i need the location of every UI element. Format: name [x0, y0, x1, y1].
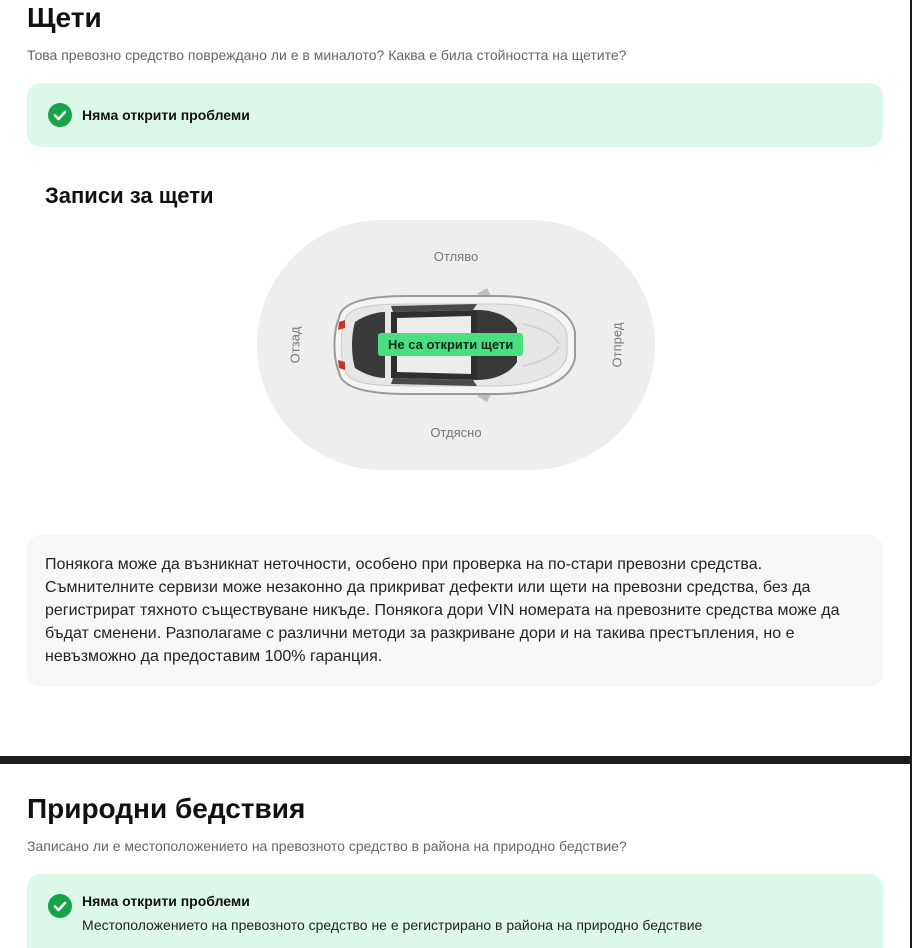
car-damage-diagram — [257, 220, 655, 470]
check-circle-icon — [48, 103, 72, 127]
damage-records-title: Записи за щети — [45, 183, 214, 208]
disasters-subtitle: Записано ли е местоположението на превозното средство в района на природно бедствие? — [27, 838, 627, 854]
section-divider — [0, 756, 912, 764]
side-label-front: Отпред — [609, 322, 625, 368]
natural-disasters-section — [0, 764, 912, 948]
disasters-status-box — [27, 874, 883, 948]
disasters-title: Природни бедствия — [27, 793, 306, 824]
side-label-right: Отдясно — [430, 425, 482, 440]
damage-status-title: Няма открити проблеми — [82, 107, 250, 123]
damage-title: Щети — [27, 2, 102, 33]
damage-subtitle: Това превозно средство повреждано ли е в миналото? Каква е била стойността на щетите? — [27, 47, 627, 63]
disasters-status-title: Няма открити проблеми — [82, 893, 250, 909]
side-label-rear: Отзад — [287, 326, 303, 364]
side-label-left: Отляво — [433, 249, 479, 264]
check-circle-icon — [48, 894, 72, 918]
damage-status-box — [27, 83, 883, 147]
no-damage-badge: Не са открити щети — [378, 333, 523, 356]
disasters-status-description: Местоположението на превозното средство не е регистрирано в района на природно бедствие — [82, 917, 703, 933]
damage-disclaimer: Понякога може да възникнат неточности, особено при проверка на по-стари превозни средства. Съмнителните сервизи може незаконно да прикриват дефекти или щети на превозни средства, без да регистрират тяхното съществуване никъде. Понякога дори VIN номерата на превозните средства може да бъдат сменени. Разполагаме с различни методи за разкриване дори и на такива престъпления, но е невъзможно да предоставим 100% гаранция. — [27, 535, 883, 687]
